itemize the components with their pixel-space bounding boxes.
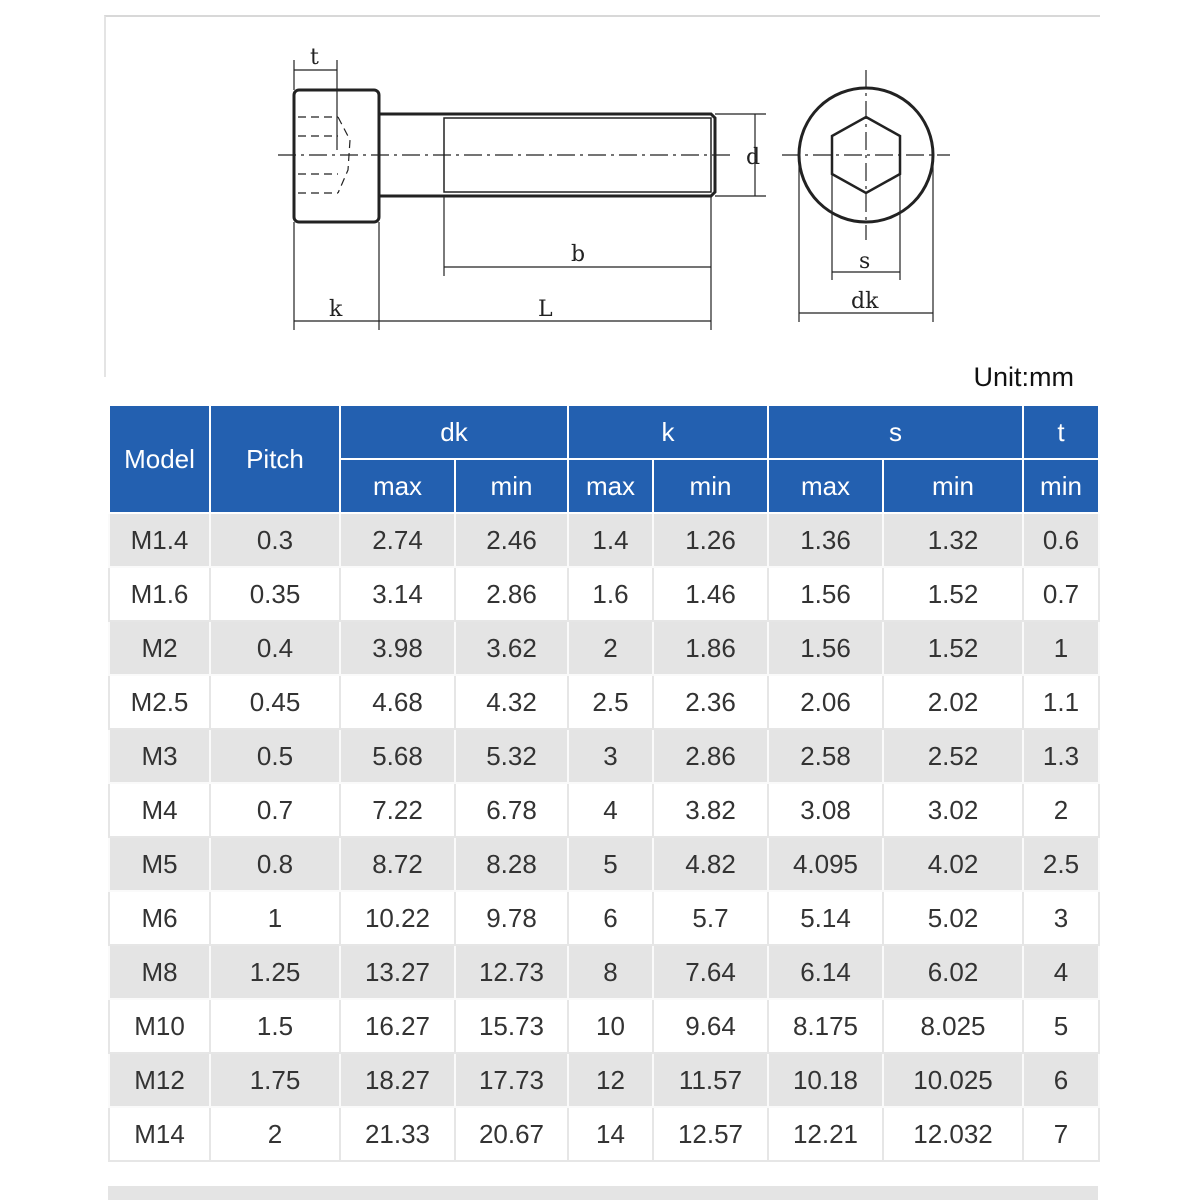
- table-cell: 1.36: [768, 513, 883, 567]
- table-cell: 1: [210, 891, 340, 945]
- label-d: d: [746, 145, 761, 170]
- table-body: [109, 513, 1099, 1161]
- table-cell: 1.26: [653, 513, 768, 567]
- table-cell: 2.52: [883, 729, 1023, 783]
- header-dk-max: max: [340, 459, 455, 513]
- table-cell: 3: [1023, 891, 1099, 945]
- table-cell: 0.4: [210, 621, 340, 675]
- table-cell: 10: [568, 999, 653, 1053]
- table-cell: 8.72: [340, 837, 455, 891]
- table-cell: 4.32: [455, 675, 568, 729]
- table-cell: 1.52: [883, 567, 1023, 621]
- table-cell: 1.6: [568, 567, 653, 621]
- table-cell: 5: [568, 837, 653, 891]
- label-t: t: [310, 45, 319, 70]
- table-cell: 2.86: [455, 567, 568, 621]
- table-cell: 8.175: [768, 999, 883, 1053]
- table-row-partial: [108, 1186, 1098, 1200]
- table-cell: 1.86: [653, 621, 768, 675]
- table-cell: 1.56: [768, 621, 883, 675]
- table-cell: 10.025: [883, 1053, 1023, 1107]
- table-cell: 5.7: [653, 891, 768, 945]
- table-row: [109, 891, 1099, 945]
- table-cell: 6.78: [455, 783, 568, 837]
- table-cell: M3: [109, 729, 210, 783]
- thread: [444, 118, 711, 192]
- table-cell: M8: [109, 945, 210, 999]
- table-cell: 2.02: [883, 675, 1023, 729]
- table-cell: 14: [568, 1107, 653, 1161]
- table-cell: 9.78: [455, 891, 568, 945]
- table-cell: 4.82: [653, 837, 768, 891]
- table-cell: 12.73: [455, 945, 568, 999]
- table-cell: 20.67: [455, 1107, 568, 1161]
- table-cell: 2.06: [768, 675, 883, 729]
- header-k-max: max: [568, 459, 653, 513]
- table-cell: 0.7: [1023, 567, 1099, 621]
- table-cell: 1.56: [768, 567, 883, 621]
- table-cell: 12.57: [653, 1107, 768, 1161]
- table-cell: 13.27: [340, 945, 455, 999]
- table-row: [109, 1107, 1099, 1161]
- table-cell: 4.68: [340, 675, 455, 729]
- table-cell: 21.33: [340, 1107, 455, 1161]
- table-cell: 1.4: [568, 513, 653, 567]
- table-cell: M10: [109, 999, 210, 1053]
- table-row: [109, 729, 1099, 783]
- table-cell: 3.14: [340, 567, 455, 621]
- table-cell: 3.02: [883, 783, 1023, 837]
- table-cell: M14: [109, 1107, 210, 1161]
- table-cell: M1.4: [109, 513, 210, 567]
- table-cell: 1.52: [883, 621, 1023, 675]
- table-cell: 3.08: [768, 783, 883, 837]
- header-dk: dk: [340, 405, 568, 459]
- table-cell: 5.32: [455, 729, 568, 783]
- table-cell: M12: [109, 1053, 210, 1107]
- table-cell: 1.1: [1023, 675, 1099, 729]
- table-cell: 18.27: [340, 1053, 455, 1107]
- header-t: t: [1023, 405, 1099, 459]
- table-cell: 10.18: [768, 1053, 883, 1107]
- dimension-table: [108, 404, 1100, 1162]
- table-cell: 2.5: [1023, 837, 1099, 891]
- table-cell: 0.5: [210, 729, 340, 783]
- table-cell: 2.74: [340, 513, 455, 567]
- table-cell: 2: [210, 1107, 340, 1161]
- table-cell: 6: [1023, 1053, 1099, 1107]
- table-cell: 2.5: [568, 675, 653, 729]
- table-cell: 0.8: [210, 837, 340, 891]
- label-L: L: [538, 297, 553, 322]
- table-cell: 8: [568, 945, 653, 999]
- table-cell: 2.46: [455, 513, 568, 567]
- table-cell: 3.98: [340, 621, 455, 675]
- table-cell: 6: [568, 891, 653, 945]
- table-cell: 3: [568, 729, 653, 783]
- table-row: [109, 945, 1099, 999]
- header-s-min: min: [883, 459, 1023, 513]
- table-cell: M4: [109, 783, 210, 837]
- table-cell: 2.36: [653, 675, 768, 729]
- header-dk-min: min: [455, 459, 568, 513]
- table-cell: 10.22: [340, 891, 455, 945]
- table-cell: 16.27: [340, 999, 455, 1053]
- table-cell: 1.5: [210, 999, 340, 1053]
- table-cell: 7.22: [340, 783, 455, 837]
- table-cell: 2.86: [653, 729, 768, 783]
- table-cell: 4.02: [883, 837, 1023, 891]
- table-row: [109, 783, 1099, 837]
- table-cell: 6.02: [883, 945, 1023, 999]
- table-cell: 2: [1023, 783, 1099, 837]
- table-cell: 2.58: [768, 729, 883, 783]
- table-cell: 4: [1023, 945, 1099, 999]
- table-cell: 5.02: [883, 891, 1023, 945]
- table-row: [109, 621, 1099, 675]
- table-cell: 4.095: [768, 837, 883, 891]
- table-cell: 1.75: [210, 1053, 340, 1107]
- table-row: [109, 513, 1099, 567]
- table-cell: 0.6: [1023, 513, 1099, 567]
- table-cell: 5.68: [340, 729, 455, 783]
- header-s: s: [768, 405, 1023, 459]
- header-k: k: [568, 405, 768, 459]
- table-cell: 0.3: [210, 513, 340, 567]
- table-row: [109, 567, 1099, 621]
- table-cell: 1.32: [883, 513, 1023, 567]
- table-cell: 0.45: [210, 675, 340, 729]
- table-row: [109, 675, 1099, 729]
- table-cell: 3.62: [455, 621, 568, 675]
- screw-dimension-drawing: [0, 0, 1200, 400]
- label-k: k: [329, 297, 343, 322]
- table-cell: 3.82: [653, 783, 768, 837]
- table-cell: 17.73: [455, 1053, 568, 1107]
- table-cell: 7.64: [653, 945, 768, 999]
- table-cell: 8.28: [455, 837, 568, 891]
- header-k-min: min: [653, 459, 768, 513]
- table-cell: M5: [109, 837, 210, 891]
- table-cell: M1.6: [109, 567, 210, 621]
- table-cell: 12.032: [883, 1107, 1023, 1161]
- table-cell: 2: [568, 621, 653, 675]
- table-cell: M6: [109, 891, 210, 945]
- table-cell: 1: [1023, 621, 1099, 675]
- unit-label: Unit:mm: [973, 362, 1074, 392]
- table-row: [109, 999, 1099, 1053]
- table-cell: 0.35: [210, 567, 340, 621]
- table-cell: 8.025: [883, 999, 1023, 1053]
- table-cell: 1.3: [1023, 729, 1099, 783]
- table-cell: 7: [1023, 1107, 1099, 1161]
- header-pitch: Pitch: [210, 405, 340, 513]
- table-cell: 1.46: [653, 567, 768, 621]
- label-b: b: [571, 242, 586, 267]
- header-t-min: min: [1023, 459, 1099, 513]
- table-cell: 5.14: [768, 891, 883, 945]
- table-cell: 9.64: [653, 999, 768, 1053]
- table-cell: 0.7: [210, 783, 340, 837]
- table-cell: 12: [568, 1053, 653, 1107]
- table-cell: M2.5: [109, 675, 210, 729]
- label-dk: dk: [851, 289, 879, 314]
- table-cell: M2: [109, 621, 210, 675]
- table-cell: 12.21: [768, 1107, 883, 1161]
- table-cell: 1.25: [210, 945, 340, 999]
- table-cell: 4: [568, 783, 653, 837]
- table-cell: 6.14: [768, 945, 883, 999]
- table-row: [109, 1053, 1099, 1107]
- table-row: [109, 837, 1099, 891]
- label-s: s: [859, 249, 871, 274]
- header-s-max: max: [768, 459, 883, 513]
- table-cell: 11.57: [653, 1053, 768, 1107]
- table-cell: 5: [1023, 999, 1099, 1053]
- table-cell: 15.73: [455, 999, 568, 1053]
- header-model: Model: [109, 405, 210, 513]
